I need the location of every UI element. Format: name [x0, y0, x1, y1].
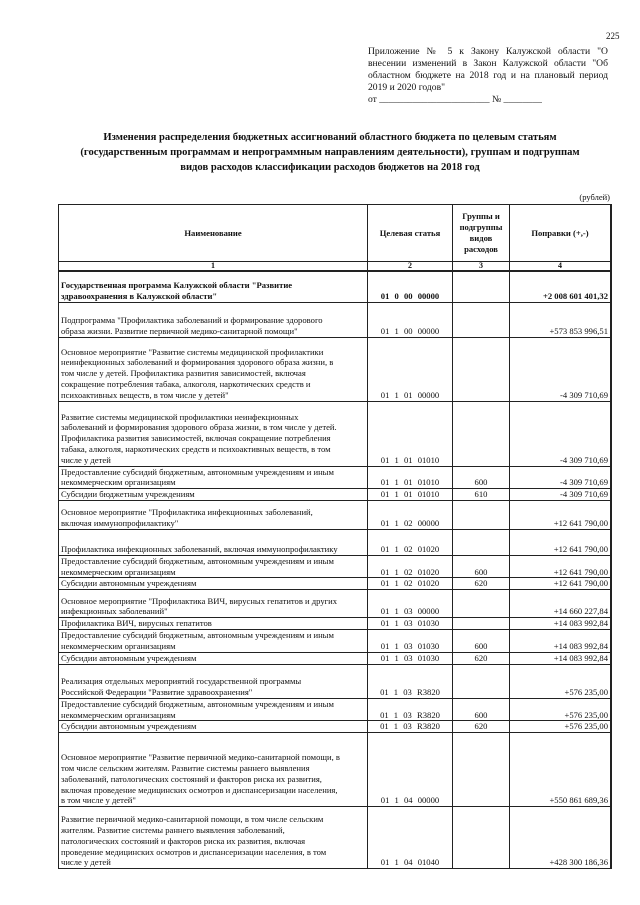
cell-name: Развитие первичной медико-санитарной помощи, в том числе сельским жителям. Развитие системы раннего выявления заболеваний, патологических состояний и факторов риска их развития, включая проведение медицинских осмотров и диспансеризации населения, в том числе у детей	[59, 807, 368, 869]
cell-code: 01 1 03 R3820	[368, 664, 453, 698]
cell-group	[453, 618, 510, 630]
header-code: Целевая статья	[368, 205, 453, 262]
table-row	[59, 733, 612, 807]
table-row	[59, 721, 612, 733]
cell-name: Субсидии автономным учреждениям	[59, 721, 368, 733]
header-amount: Поправки (+,-)	[510, 205, 612, 262]
table-row	[59, 698, 612, 721]
cell-code: 01 1 01 01010	[368, 401, 453, 466]
table-header-row	[59, 205, 612, 262]
cell-amount: +2 008 601 401,32	[510, 271, 612, 302]
cell-amount: +12 641 790,00	[510, 500, 612, 529]
cell-code: 01 1 04 01040	[368, 807, 453, 869]
cell-amount: +576 235,00	[510, 721, 612, 733]
cell-code: 01 1 01 00000	[368, 337, 453, 401]
cell-group	[453, 401, 510, 466]
cell-code: 01 1 02 01020	[368, 529, 453, 555]
appendix-sign-line: от _______________________ № ________	[368, 94, 542, 105]
cell-group: 600	[453, 630, 510, 653]
header-group: Группы и подгруппы видов расходов	[453, 205, 510, 262]
cell-group: 610	[453, 489, 510, 501]
cell-code: 01 1 04 00000	[368, 733, 453, 807]
table-row	[59, 578, 612, 590]
cell-name: Субсидии автономным учреждениям	[59, 578, 368, 590]
cell-group	[453, 529, 510, 555]
cell-group: 600	[453, 698, 510, 721]
cell-code: 01 0 00 00000	[368, 271, 453, 302]
cell-name: Субсидии бюджетным учреждениям	[59, 489, 368, 501]
table-row	[59, 807, 612, 869]
table-row	[59, 500, 612, 529]
column-number: 2	[368, 262, 453, 272]
cell-amount: +12 641 790,00	[510, 529, 612, 555]
column-number: 4	[510, 262, 612, 272]
cell-name: Основное мероприятие "Развитие системы медицинской профилактики неинфекционных заболеваний и формирования здорового образа жизни, в том числе у детей. Профилактика развития зависимостей, включая сокращение потребления табака, алкоголя, наркотических средств и психоактивных веществ, в том числе у детей"	[59, 337, 368, 401]
column-numbers-row	[59, 262, 612, 272]
table-row	[59, 630, 612, 653]
cell-code: 01 1 03 R3820	[368, 698, 453, 721]
cell-group	[453, 807, 510, 869]
table-row	[59, 653, 612, 665]
cell-group	[453, 664, 510, 698]
cell-code: 01 1 01 01010	[368, 466, 453, 489]
cell-name: Государственная программа Калужской области "Развитие здравоохранения в Калужской области"	[59, 271, 368, 302]
cell-code: 01 1 00 00000	[368, 302, 453, 337]
cell-group: 600	[453, 466, 510, 489]
cell-code: 01 1 03 00000	[368, 590, 453, 618]
table-row	[59, 466, 612, 489]
appendix-text: Приложение № 5 к Закону Калужской области "О внесении изменений в Закон Калужской области "Об областном бюджете на 2018 год и на плановый период 2019 и 2020 годов"	[368, 46, 608, 93]
page-number: 225	[606, 31, 620, 41]
cell-name: Основное мероприятие "Профилактика ВИЧ, вирусных гепатитов и других инфекционных заболеваний"	[59, 590, 368, 618]
table-row	[59, 555, 612, 578]
cell-amount: -4 309 710,69	[510, 489, 612, 501]
table-row	[59, 664, 612, 698]
table-row	[59, 302, 612, 337]
cell-amount: +576 235,00	[510, 698, 612, 721]
cell-name: Предоставление субсидий бюджетным, автономным учреждениям и иным некоммерческим организациям	[59, 555, 368, 578]
cell-group: 600	[453, 555, 510, 578]
cell-group: 620	[453, 578, 510, 590]
cell-name: Основное мероприятие "Развитие первичной медико-санитарной помощи, в том числе сельским жителям. Развитие системы раннего выявления заболеваний, патологических состояний и факторов риска их развития, включая проведение медицинских осмотров и диспансеризации населения, в том числе у детей"	[59, 733, 368, 807]
cell-amount: +14 660 227,84	[510, 590, 612, 618]
document-title: Изменения распределения бюджетных ассигнований областного бюджета по целевым статьям (государственным программам и непрограммным направлениям деятельности), группам и подгруппам видов расходов классификации расходов бюджетов на 2018 год	[80, 132, 580, 173]
cell-code: 01 1 02 01020	[368, 578, 453, 590]
table-row	[59, 401, 612, 466]
appendix-note	[368, 46, 608, 106]
cell-name: Развитие системы медицинской профилактики неинфекционных заболеваний и формирования здорового образа жизни, в том числе у детей. Профилактика развития зависимостей, включая сокращение потребления табака, алкоголя, наркотических средств и психоактивных веществ, в том числе у детей	[59, 401, 368, 466]
cell-amount: -4 309 710,69	[510, 401, 612, 466]
table-row	[59, 271, 612, 302]
cell-amount: +428 300 186,36	[510, 807, 612, 869]
cell-code: 01 1 02 00000	[368, 500, 453, 529]
cell-group	[453, 271, 510, 302]
units-label: (рублей)	[579, 192, 610, 202]
table-row	[59, 337, 612, 401]
cell-amount: +14 083 992,84	[510, 653, 612, 665]
cell-name: Профилактика ВИЧ, вирусных гепатитов	[59, 618, 368, 630]
cell-code: 01 1 03 01030	[368, 618, 453, 630]
cell-amount: +14 083 992,84	[510, 630, 612, 653]
cell-amount: -4 309 710,69	[510, 337, 612, 401]
cell-name: Субсидии автономным учреждениям	[59, 653, 368, 665]
table-row	[59, 590, 612, 618]
cell-code: 01 1 03 01030	[368, 653, 453, 665]
header-name: Наименование	[59, 205, 368, 262]
table-row	[59, 529, 612, 555]
cell-name: Профилактика инфекционных заболеваний, включая иммунопрофилактику	[59, 529, 368, 555]
table-row	[59, 618, 612, 630]
cell-amount: -4 309 710,69	[510, 466, 612, 489]
cell-group: 620	[453, 653, 510, 665]
cell-group	[453, 337, 510, 401]
cell-code: 01 1 01 01010	[368, 489, 453, 501]
cell-name: Предоставление субсидий бюджетным, автономным учреждениям и иным некоммерческим организациям	[59, 466, 368, 489]
cell-name: Основное мероприятие "Профилактика инфекционных заболеваний, включая иммунопрофилактику"	[59, 500, 368, 529]
cell-code: 01 1 02 01020	[368, 555, 453, 578]
cell-code: 01 1 03 R3820	[368, 721, 453, 733]
cell-amount: +573 853 996,51	[510, 302, 612, 337]
cell-amount: +550 861 689,36	[510, 733, 612, 807]
cell-name: Подпрограмма "Профилактика заболеваний и формирование здорового образа жизни. Развитие первичной медико-санитарной помощи"	[59, 302, 368, 337]
cell-code: 01 1 03 01030	[368, 630, 453, 653]
cell-amount: +12 641 790,00	[510, 578, 612, 590]
cell-name: Реализация отдельных мероприятий государственной программы Российской Федерации "Развитие здравоохранения"	[59, 664, 368, 698]
cell-name: Предоставление субсидий бюджетным, автономным учреждениям и иным некоммерческим организациям	[59, 630, 368, 653]
cell-group: 620	[453, 721, 510, 733]
cell-amount: +12 641 790,00	[510, 555, 612, 578]
column-number: 3	[453, 262, 510, 272]
budget-table	[58, 204, 612, 869]
cell-group	[453, 590, 510, 618]
cell-group	[453, 500, 510, 529]
cell-group	[453, 733, 510, 807]
cell-name: Предоставление субсидий бюджетным, автономным учреждениям и иным некоммерческим организациям	[59, 698, 368, 721]
column-number: 1	[59, 262, 368, 272]
cell-amount: +14 083 992,84	[510, 618, 612, 630]
cell-group	[453, 302, 510, 337]
cell-amount: +576 235,00	[510, 664, 612, 698]
table-row	[59, 489, 612, 501]
